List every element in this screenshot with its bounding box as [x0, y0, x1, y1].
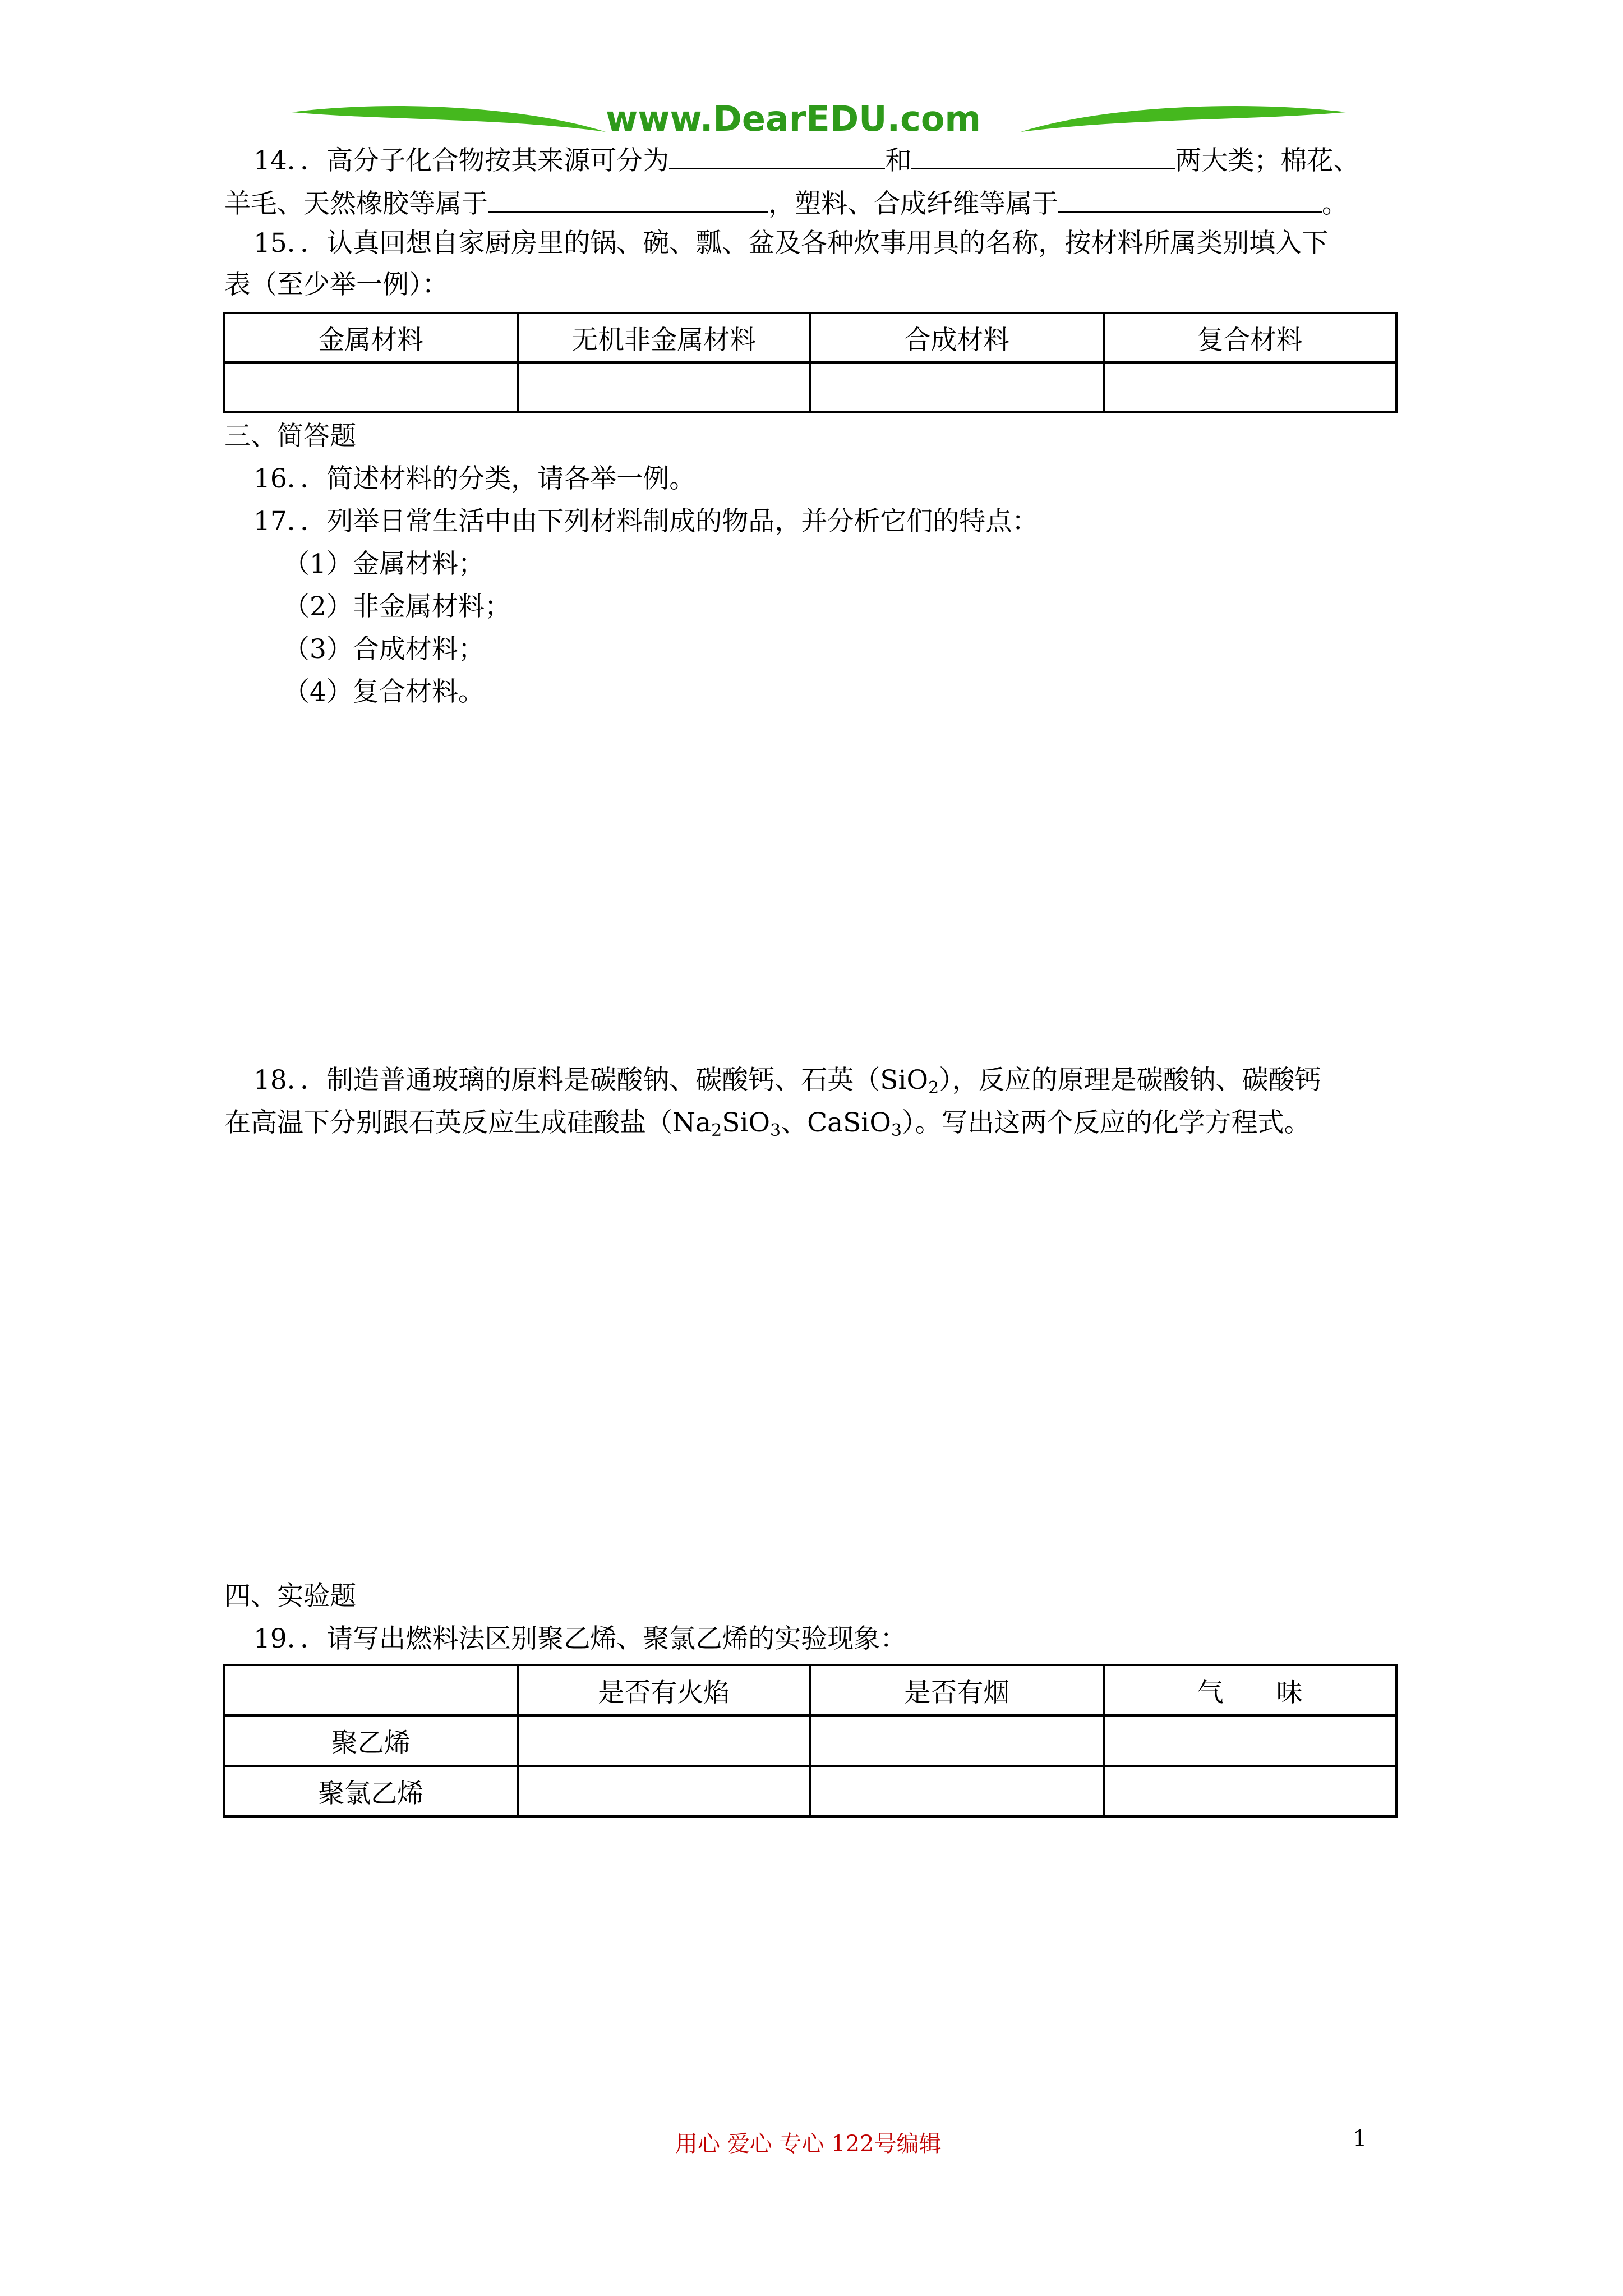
answer-cell[interactable]: [810, 1715, 1104, 1766]
row-label-cell: 聚乙烯: [224, 1715, 518, 1766]
q14-text-a: 14．．高分子化合物按其来源可分为: [253, 145, 670, 176]
row-label-cell: 聚氯乙烯: [224, 1766, 518, 1816]
table-header-cell: 复合材料: [1104, 313, 1397, 362]
table-header-cell: 无机非金属材料: [518, 313, 811, 362]
q15-line1: 15．．认真回想自家厨房里的锅、碗、瓢、盆及各种炊事用具的名称，按材料所属类别填入下: [253, 228, 1329, 259]
q18-text-b: ），反应的原理是碳酸钠、碳酸钙: [939, 1065, 1321, 1096]
q18-subscript: 3: [770, 1121, 781, 1140]
table-header-row: [224, 313, 1396, 362]
section-4-title: 四、实验题: [224, 1581, 356, 1612]
answer-cell[interactable]: [518, 362, 811, 412]
q18-subscript: 2: [711, 1121, 722, 1140]
q14-text-b: 和: [885, 145, 912, 176]
q14-blank-3[interactable]: [488, 186, 768, 213]
answer-cell[interactable]: [810, 1766, 1104, 1816]
answer-cell[interactable]: [1104, 362, 1397, 412]
table-row: [224, 362, 1396, 412]
q18-text-f: ）。写出这两个反应的化学方程式。: [901, 1107, 1311, 1138]
q14-blank-2[interactable]: [911, 143, 1175, 169]
swoosh-right-icon: [1021, 101, 1346, 140]
q18-text-d: SiO: [722, 1107, 771, 1138]
q14-blank-1[interactable]: [669, 143, 885, 169]
q19-table: [223, 1664, 1398, 1818]
table-header-cell: 气 味: [1104, 1665, 1397, 1715]
q17-item: （1）金属材料；: [283, 549, 485, 579]
answer-cell[interactable]: [1104, 1766, 1397, 1816]
q17-item: （3）合成材料；: [283, 634, 485, 665]
table-header-cell: 金属材料: [224, 313, 518, 362]
q18-line2: [224, 1107, 1310, 1147]
answer-cell[interactable]: [810, 362, 1104, 412]
q14-line1: [253, 143, 1359, 177]
section-3-title: 三、简答题: [224, 421, 356, 452]
q18-text-a: 18．．制造普通玻璃的原料是碳酸钠、碳酸钙、石英（SiO: [253, 1065, 929, 1096]
q17-item: （2）非金属材料；: [283, 591, 511, 622]
q17-text: 17．．列举日常生活中由下列材料制成的物品，并分析它们的特点：: [253, 506, 1039, 537]
q14-text-f: 。: [1322, 188, 1348, 219]
page-number: 1: [1353, 2126, 1367, 2152]
table-header-cell: 是否有烟: [810, 1665, 1104, 1715]
answer-cell[interactable]: [518, 1715, 811, 1766]
q14-text-d: 羊毛、天然橡胶等属于: [224, 188, 488, 219]
table-header-cell: [224, 1665, 518, 1715]
q15-line2: 表（至少举一例）：: [224, 269, 449, 300]
footer-text: 用心 爱心 专心 122号编辑: [675, 2131, 942, 2157]
q14-line2: [224, 186, 1348, 220]
header-logo: [292, 95, 1346, 146]
q18-subscript: 2: [928, 1078, 939, 1098]
q14-text-c: 两大类；棉花、: [1175, 145, 1360, 176]
q18-subscript: 3: [891, 1121, 902, 1140]
answer-cell[interactable]: [224, 362, 518, 412]
q18-text-c: 在高温下分别跟石英反应生成硅酸盐（Na: [224, 1107, 712, 1138]
q18-line1: [253, 1065, 1321, 1104]
q15-table: [223, 312, 1398, 413]
table-header-cell: 是否有火焰: [518, 1665, 811, 1715]
q18-text-e: 、CaSiO: [781, 1107, 891, 1138]
q19-text: 19．．请写出燃料法区别聚乙烯、聚氯乙烯的实验现象：: [253, 1623, 907, 1654]
logo-text: www.DearEDU.com: [606, 98, 981, 139]
swoosh-left-icon: [292, 101, 606, 140]
q17-item: （4）复合材料。: [283, 677, 485, 707]
table-header-row: [224, 1665, 1396, 1715]
q14-blank-4[interactable]: [1058, 186, 1322, 213]
answer-cell[interactable]: [1104, 1715, 1397, 1766]
table-row: [224, 1766, 1396, 1816]
table-row: [224, 1715, 1396, 1766]
q16-text: 16．．简述材料的分类，请各举一例。: [253, 463, 696, 494]
table-header-cell: 合成材料: [810, 313, 1104, 362]
q14-text-e: ，塑料、合成纤维等属于: [768, 188, 1058, 219]
answer-cell[interactable]: [518, 1766, 811, 1816]
